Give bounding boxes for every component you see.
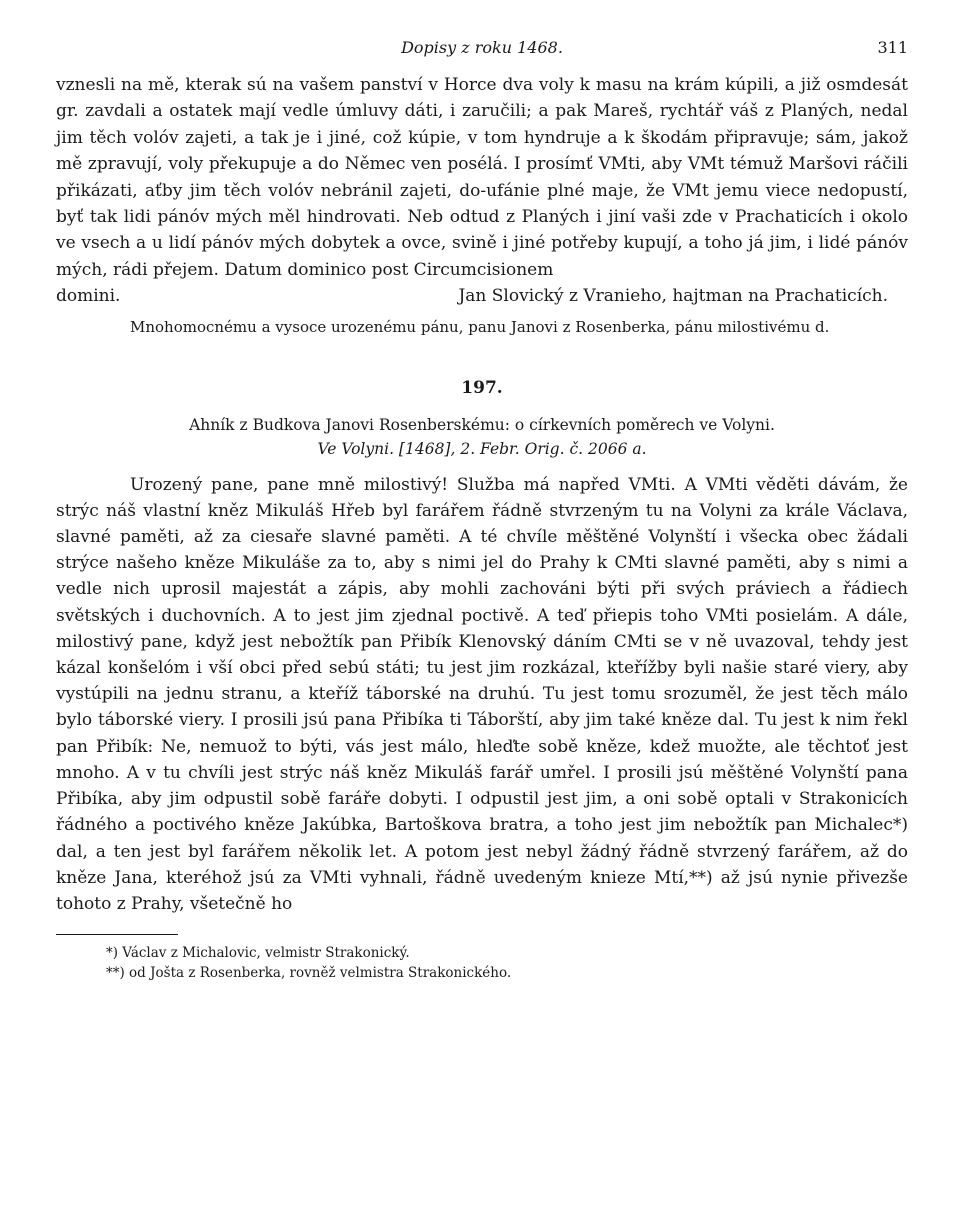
footnote-1: *) Václav z Michalovic, velmistr Strakonický. (106, 945, 410, 962)
footnotes (56, 943, 908, 983)
address-line: Mnohomocnému a vysoce urozenému pánu, panu Janovi z Rosenberka, pánu milostivému d. (130, 317, 830, 336)
footnote-2: **) od Jošta z Rosenberka, rovněž velmistra Strakonického. (106, 965, 512, 982)
letter-text: Urozený pane, pane mně milostivý! Služba má napřed VMti. A VMti věděti dávám, že strýc náš vlastní kněz Mikuláš Hřeb byl farářem řádně stvrzeným tu na Volyni za krále Václava, slavné paměti, až za ciesaře slavné paměti. A té chvíle měštěné Volynští i všecka obec žádali strýce našeho kněze Mikuláše za to, aby s nimi jel do Prahy k CMti slavné paměti, aby s nimi a vedle nich uprosil majestát a zápis, aby mohli zachováni býti při svých práviech a řádiech světských i duchovních. A to jest jim zjednal poctivě. A teď přiepis toho VMti posielám. A dále, milostivý pane, když jest nebožtík pan Přibík Klenovský dáním CMti se v ně uvazoval, tehdy jest kázal konšelóm i vší obci před sebú státi; tu jest jim rozkázal, kteřížby byli našie staré viery, aby vystúpili na jednu stranu, a kteříž táborské na druhú. Tu jest tomu srozuměl, že jest těch málo bylo táborské viery. I prosili jsú pana Přibíka ti Táborští, aby jim také kněze dal. Tu jest k nim řekl pan Přibík: Ne, nemuož to býti, vás jest málo, hleďte sobě kněze, kdež muožte, ale těchtoť jest mnoho. A v tu chvíli jest strýc náš kněz Mikuláš farář umřel. I prosili jsú měštěné Volynští pana Přibíka, aby jim odpustil sobě faráře dobyti. I odpustil jest jim, a oni sobě optali v Strakonicích řádného a poctivého kněze Jakúbka, Bartoškova bratra, a toho jest jim nebožtík pan Michalec*) dal, a ten jest byl farářem několik let. A potom jest nebyl žádný řádně stvrzený farářem, až do kněze Jana, kteréhož jsú za VMti vyhnali, řádně uvedeným knieze Mtí,**) až jsú nynie přivezše tohoto z Prahy, všetečně ho (56, 474, 908, 914)
footnote-divider (56, 934, 178, 935)
letter-source: Ve Volyni. [1468], 2. Febr. Orig. č. 2066 a. (317, 439, 647, 458)
running-title: Dopisy z roku 1468. (401, 38, 563, 57)
page-number: 311 (877, 38, 908, 57)
page (56, 38, 908, 983)
closing-word: domini. (56, 286, 121, 307)
signature: Jan Slovický z Vranieho, hajtman na Prachaticích. (458, 286, 888, 307)
letter-number: 197. (461, 377, 503, 398)
letter-summary: Ahník z Budkova Janovi Rosenberskému: o církevních poměrech ve Volyni. (189, 415, 775, 434)
previous-letter-text: vznesli na mě, kterak sú na vašem panství v Horce dva voly k masu na krám kúpili, a již osmdesát gr. zavdali a ostatek mají vedle úmluvy dáti, i zaručili; a pak Mareš, rychtář váš z Planých, nedal jim těch volóv zajeti, a tak je i jiné, což kúpie, v tom hyndruje a k škodám připravuje; sám, jakož mě zpravují, voly překupuje a do Němec ven posélá. I prosímť VMti, aby VMt témuž Maršovi ráčili přikázati, aťby jim těch volóv nebránil zajeti, do-ufánie plné maje, že VMt jemu viece nedopustí, byť tak lidi pánóv mých měl hindrovati. Neb odtud z Planých i jiní vaši zde v Prachaticích i okolo ve vsech a u lidí pánóv mých dobytek a ovce, svině i jiné potřeby kupují, a toho já jim, i lidé pánóv mých, rádi přejem. Datum dominico post Circumcisionem (56, 75, 908, 280)
running-head (56, 38, 908, 68)
signature-line (56, 283, 908, 309)
